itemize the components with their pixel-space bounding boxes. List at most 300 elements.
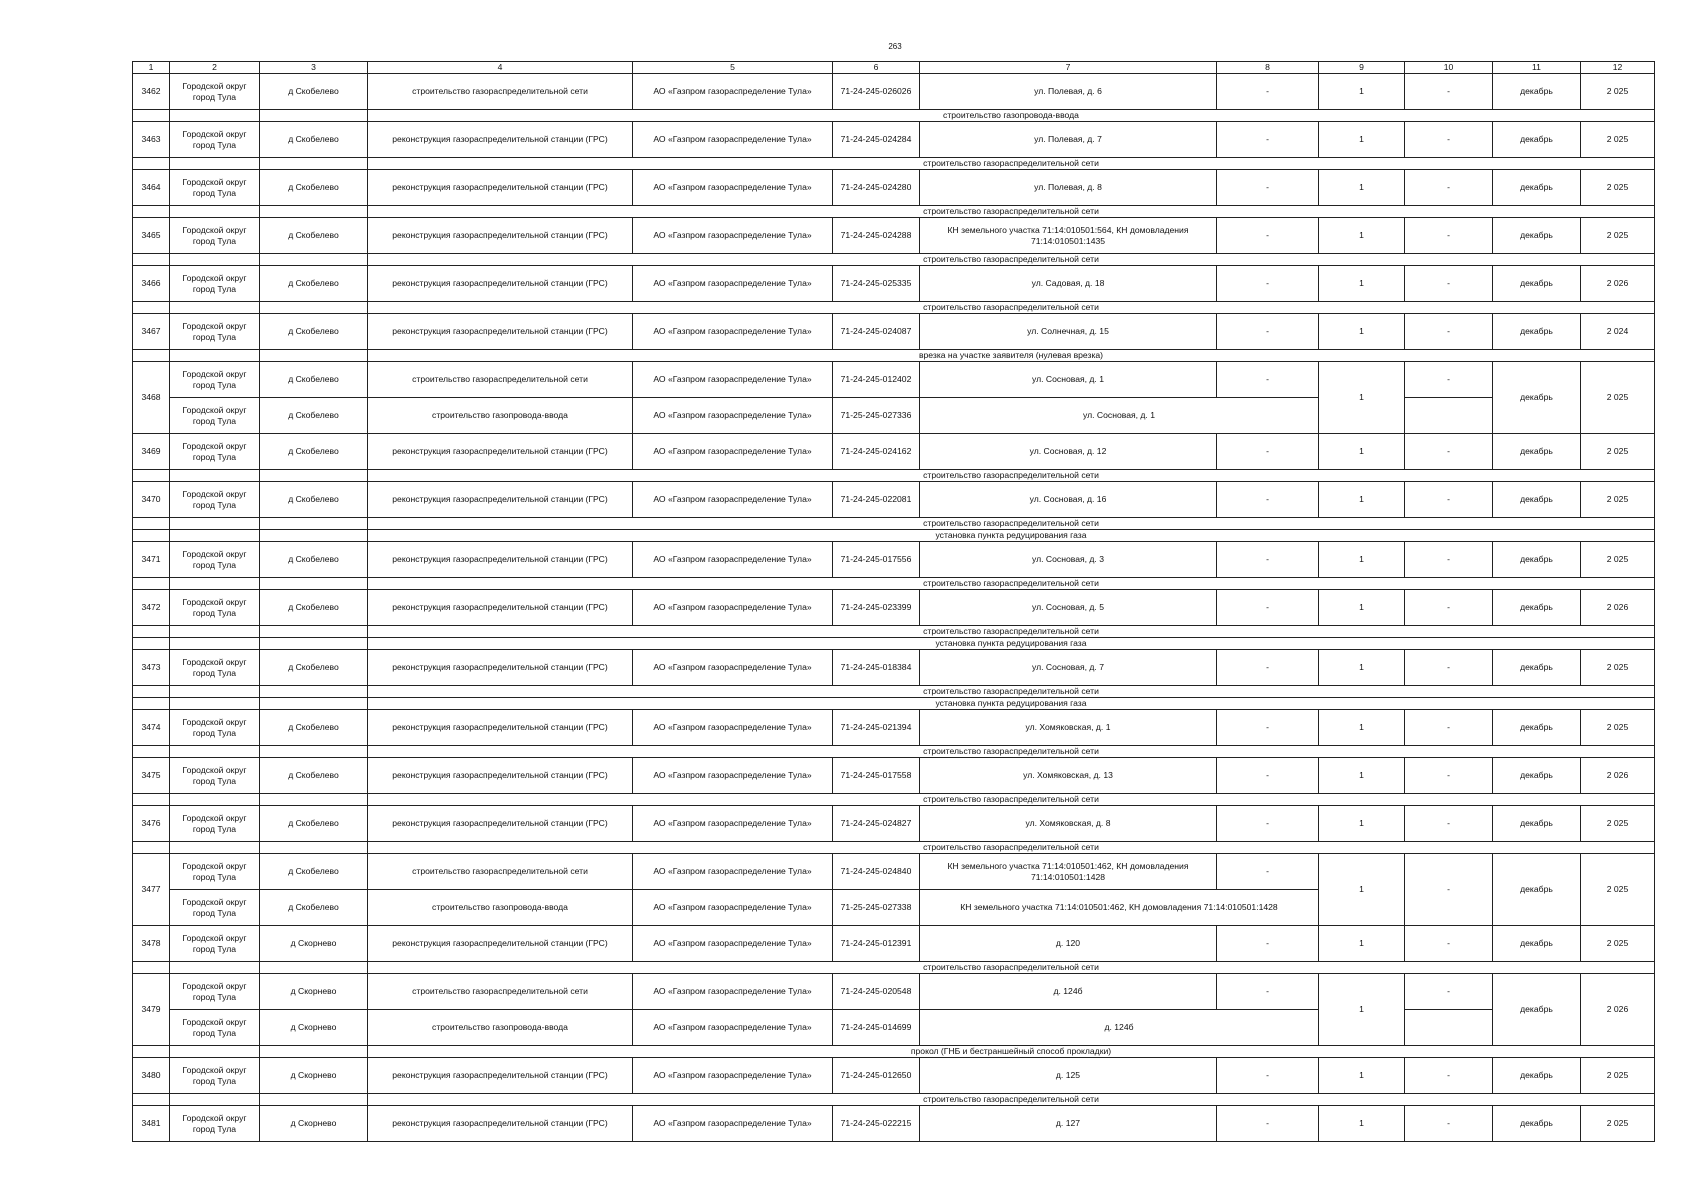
col9-cell: 1	[1319, 218, 1405, 254]
address-cell: ул. Сосновая, д. 5	[920, 590, 1217, 626]
month-cell: декабрь	[1493, 926, 1581, 962]
municipality-cell: Городской округ город Тула	[170, 314, 260, 350]
col10-cell: -	[1405, 590, 1493, 626]
col8-cell: -	[1217, 806, 1319, 842]
cell-empty	[170, 794, 260, 806]
organization-cell: АО «Газпром газораспределение Тула»	[633, 434, 833, 470]
cell-empty	[260, 110, 368, 122]
organization-cell: АО «Газпром газораспределение Тула»	[633, 266, 833, 302]
row-number: 3481	[133, 1106, 170, 1142]
row-number: 3463	[133, 122, 170, 158]
address-cell: ул. Хомяковская, д. 8	[920, 806, 1217, 842]
column-number: 11	[1493, 62, 1581, 74]
settlement-cell: д Скобелево	[260, 362, 368, 398]
work-type-cell: реконструкция газораспределительной станции (ГРС)	[368, 170, 633, 206]
cell-empty	[260, 626, 368, 638]
municipality-cell: Городской округ город Тула	[170, 122, 260, 158]
column-number: 3	[260, 62, 368, 74]
cell-empty	[133, 698, 170, 710]
cell-empty	[170, 578, 260, 590]
col10-cell: -	[1405, 1058, 1493, 1094]
note-text: строительство газораспределительной сети	[368, 206, 1655, 218]
cell-empty	[133, 638, 170, 650]
organization-cell: АО «Газпром газораспределение Тула»	[633, 122, 833, 158]
year-cell: 2 025	[1581, 854, 1655, 926]
address-cell: ул. Полевая, д. 8	[920, 170, 1217, 206]
month-cell: декабрь	[1493, 590, 1581, 626]
month-cell: декабрь	[1493, 854, 1581, 926]
col10-cell: -	[1405, 650, 1493, 686]
col9-cell: 1	[1319, 314, 1405, 350]
note-row	[133, 578, 1655, 590]
col9-cell: 1	[1319, 122, 1405, 158]
settlement-cell: д Скобелево	[260, 590, 368, 626]
work-type-cell: реконструкция газораспределительной станции (ГРС)	[368, 806, 633, 842]
col8-cell: -	[1217, 218, 1319, 254]
col10-cell: -	[1405, 1106, 1493, 1142]
settlement-cell: д Скобелево	[260, 434, 368, 470]
table-row	[133, 362, 1655, 398]
col10-cell: -	[1405, 122, 1493, 158]
cell-empty	[170, 518, 260, 530]
municipality-cell: Городской округ город Тула	[170, 74, 260, 110]
note-row	[133, 686, 1655, 698]
settlement-cell: д Скобелево	[260, 806, 368, 842]
table-row	[133, 398, 1655, 434]
settlement-cell: д Скобелево	[260, 218, 368, 254]
month-cell: декабрь	[1493, 758, 1581, 794]
table-row	[133, 434, 1655, 470]
request-code-cell: 71-24-245-026026	[833, 74, 920, 110]
note-row	[133, 962, 1655, 974]
municipality-cell: Городской округ город Тула	[170, 974, 260, 1010]
register-body	[133, 62, 1655, 1142]
year-cell: 2 025	[1581, 1106, 1655, 1142]
settlement-cell: д Скобелево	[260, 710, 368, 746]
col9-cell: 1	[1319, 926, 1405, 962]
cell-empty	[170, 530, 260, 542]
col8-cell: -	[1217, 542, 1319, 578]
cell-empty	[260, 530, 368, 542]
work-type-cell: реконструкция газораспределительной станции (ГРС)	[368, 650, 633, 686]
address-cell: ул. Хомяковская, д. 13	[920, 758, 1217, 794]
column-number: 8	[1217, 62, 1319, 74]
row-number: 3475	[133, 758, 170, 794]
organization-cell: АО «Газпром газораспределение Тула»	[633, 854, 833, 890]
organization-cell: АО «Газпром газораспределение Тула»	[633, 890, 833, 926]
request-code-cell: 71-24-245-012391	[833, 926, 920, 962]
organization-cell: АО «Газпром газораспределение Тула»	[633, 590, 833, 626]
year-cell: 2 025	[1581, 1058, 1655, 1094]
note-row	[133, 254, 1655, 266]
year-cell: 2 025	[1581, 710, 1655, 746]
cell-empty	[133, 158, 170, 170]
row-number: 3472	[133, 590, 170, 626]
work-type-cell: реконструкция газораспределительной станции (ГРС)	[368, 314, 633, 350]
request-code-cell: 71-24-245-022081	[833, 482, 920, 518]
note-row	[133, 1094, 1655, 1106]
note-text: строительство газораспределительной сети	[368, 842, 1655, 854]
work-type-cell: строительство газораспределительной сети	[368, 74, 633, 110]
address-cell: ул. Солнечная, д. 15	[920, 314, 1217, 350]
month-cell: декабрь	[1493, 362, 1581, 434]
address-cell: КН земельного участка 71:14:010501:564, КН домовладения 71:14:010501:1435	[920, 218, 1217, 254]
month-cell: декабрь	[1493, 974, 1581, 1046]
month-cell: декабрь	[1493, 434, 1581, 470]
request-code-cell: 71-24-245-021394	[833, 710, 920, 746]
note-text: установка пункта редуцирования газа	[368, 698, 1655, 710]
note-text: строительство газораспределительной сети	[368, 794, 1655, 806]
cell-empty	[170, 626, 260, 638]
address-cell: ул. Сосновая, д. 16	[920, 482, 1217, 518]
work-type-cell: строительство газопровода-ввода	[368, 1010, 633, 1046]
cell-empty	[170, 1046, 260, 1058]
request-code-cell: 71-24-245-024087	[833, 314, 920, 350]
month-cell: декабрь	[1493, 122, 1581, 158]
cell-empty	[260, 962, 368, 974]
col9-cell: 1	[1319, 806, 1405, 842]
table-row	[133, 1010, 1655, 1046]
cell-empty	[133, 206, 170, 218]
work-type-cell: реконструкция газораспределительной станции (ГРС)	[368, 542, 633, 578]
col8-cell: -	[1217, 434, 1319, 470]
col9-cell: 1	[1319, 434, 1405, 470]
note-text: врезка на участке заявителя (нулевая врезка)	[368, 350, 1655, 362]
address-cell: д. 124б	[920, 1010, 1319, 1046]
request-code-cell: 71-24-245-024280	[833, 170, 920, 206]
organization-cell: АО «Газпром газораспределение Тула»	[633, 806, 833, 842]
col10-cell	[1405, 1010, 1493, 1046]
cell-empty	[170, 746, 260, 758]
note-row	[133, 698, 1655, 710]
cell-empty	[170, 302, 260, 314]
cell-empty	[260, 518, 368, 530]
cell-empty	[260, 746, 368, 758]
organization-cell: АО «Газпром газораспределение Тула»	[633, 1058, 833, 1094]
settlement-cell: д Скорнево	[260, 1058, 368, 1094]
request-code-cell: 71-25-245-027336	[833, 398, 920, 434]
col9-cell: 1	[1319, 758, 1405, 794]
cell-empty	[260, 254, 368, 266]
organization-cell: АО «Газпром газораспределение Тула»	[633, 542, 833, 578]
address-cell: ул. Сосновая, д. 7	[920, 650, 1217, 686]
month-cell: декабрь	[1493, 218, 1581, 254]
address-cell: ул. Садовая, д. 18	[920, 266, 1217, 302]
cell-empty	[133, 530, 170, 542]
year-cell: 2 025	[1581, 434, 1655, 470]
settlement-cell: д Скобелево	[260, 398, 368, 434]
note-text: строительство газораспределительной сети	[368, 254, 1655, 266]
note-row	[133, 746, 1655, 758]
cell-empty	[133, 1094, 170, 1106]
row-number: 3467	[133, 314, 170, 350]
table-row	[133, 854, 1655, 890]
col8-cell: -	[1217, 1106, 1319, 1142]
request-code-cell: 71-24-245-014699	[833, 1010, 920, 1046]
cell-empty	[133, 578, 170, 590]
col9-cell: 1	[1319, 74, 1405, 110]
work-type-cell: реконструкция газораспределительной станции (ГРС)	[368, 482, 633, 518]
request-code-cell: 71-24-245-024162	[833, 434, 920, 470]
settlement-cell: д Скобелево	[260, 482, 368, 518]
municipality-cell: Городской округ город Тула	[170, 890, 260, 926]
request-code-cell: 71-24-245-023399	[833, 590, 920, 626]
address-cell: ул. Сосновая, д. 1	[920, 398, 1319, 434]
cell-empty	[133, 794, 170, 806]
row-number: 3469	[133, 434, 170, 470]
row-number: 3466	[133, 266, 170, 302]
col8-cell: -	[1217, 482, 1319, 518]
organization-cell: АО «Газпром газораспределение Тула»	[633, 710, 833, 746]
settlement-cell: д Скобелево	[260, 170, 368, 206]
col10-cell: -	[1405, 218, 1493, 254]
table-row	[133, 170, 1655, 206]
row-number: 3470	[133, 482, 170, 518]
note-row	[133, 206, 1655, 218]
address-cell: д. 127	[920, 1106, 1217, 1142]
year-cell: 2 026	[1581, 758, 1655, 794]
organization-cell: АО «Газпром газораспределение Тула»	[633, 650, 833, 686]
note-row	[133, 530, 1655, 542]
note-text: установка пункта редуцирования газа	[368, 638, 1655, 650]
col10-cell: -	[1405, 926, 1493, 962]
organization-cell: АО «Газпром газораспределение Тула»	[633, 170, 833, 206]
column-number: 12	[1581, 62, 1655, 74]
municipality-cell: Городской округ город Тула	[170, 710, 260, 746]
cell-empty	[170, 962, 260, 974]
col10-cell: -	[1405, 542, 1493, 578]
note-text: строительство газораспределительной сети	[368, 302, 1655, 314]
organization-cell: АО «Газпром газораспределение Тула»	[633, 398, 833, 434]
month-cell: декабрь	[1493, 710, 1581, 746]
municipality-cell: Городской округ город Тула	[170, 1106, 260, 1142]
col9-cell: 1	[1319, 590, 1405, 626]
note-text: строительство газораспределительной сети	[368, 1094, 1655, 1106]
note-row	[133, 794, 1655, 806]
column-number-row	[133, 62, 1655, 74]
table-row	[133, 710, 1655, 746]
col9-cell: 1	[1319, 710, 1405, 746]
settlement-cell: д Скобелево	[260, 854, 368, 890]
address-cell: д. 125	[920, 1058, 1217, 1094]
column-number: 6	[833, 62, 920, 74]
month-cell: декабрь	[1493, 482, 1581, 518]
work-type-cell: строительство газопровода-ввода	[368, 890, 633, 926]
cell-empty	[260, 578, 368, 590]
municipality-cell: Городской округ город Тула	[170, 398, 260, 434]
cell-empty	[133, 1046, 170, 1058]
col10-cell: -	[1405, 74, 1493, 110]
year-cell: 2 025	[1581, 170, 1655, 206]
month-cell: декабрь	[1493, 170, 1581, 206]
col9-cell: 1	[1319, 362, 1405, 434]
month-cell: декабрь	[1493, 314, 1581, 350]
col8-cell: -	[1217, 266, 1319, 302]
cell-empty	[260, 206, 368, 218]
column-number: 1	[133, 62, 170, 74]
col10-cell: -	[1405, 710, 1493, 746]
cell-empty	[133, 962, 170, 974]
month-cell: декабрь	[1493, 542, 1581, 578]
year-cell: 2 025	[1581, 542, 1655, 578]
cell-empty	[260, 842, 368, 854]
table-row	[133, 314, 1655, 350]
note-text: строительство газораспределительной сети	[368, 686, 1655, 698]
table-row	[133, 482, 1655, 518]
col10-cell: -	[1405, 314, 1493, 350]
note-row	[133, 1046, 1655, 1058]
address-cell: КН земельного участка 71:14:010501:462, КН домовладения 71:14:010501:1428	[920, 890, 1319, 926]
request-code-cell: 71-24-245-018384	[833, 650, 920, 686]
cell-empty	[170, 470, 260, 482]
note-text: строительство газораспределительной сети	[368, 578, 1655, 590]
note-text: строительство газопровода-ввода	[368, 110, 1655, 122]
note-row	[133, 470, 1655, 482]
year-cell: 2 025	[1581, 122, 1655, 158]
year-cell: 2 025	[1581, 650, 1655, 686]
settlement-cell: д Скобелево	[260, 890, 368, 926]
work-type-cell: реконструкция газораспределительной станции (ГРС)	[368, 710, 633, 746]
col10-cell: -	[1405, 806, 1493, 842]
row-number: 3473	[133, 650, 170, 686]
note-row	[133, 842, 1655, 854]
page-number: 263	[888, 42, 902, 51]
note-row	[133, 638, 1655, 650]
request-code-cell: 71-24-245-012650	[833, 1058, 920, 1094]
work-type-cell: строительство газораспределительной сети	[368, 854, 633, 890]
address-cell: ул. Полевая, д. 7	[920, 122, 1217, 158]
municipality-cell: Городской округ город Тула	[170, 1010, 260, 1046]
organization-cell: АО «Газпром газораспределение Тула»	[633, 1106, 833, 1142]
row-number: 3471	[133, 542, 170, 578]
col8-cell: -	[1217, 1058, 1319, 1094]
organization-cell: АО «Газпром газораспределение Тула»	[633, 314, 833, 350]
year-cell: 2 025	[1581, 806, 1655, 842]
note-row	[133, 518, 1655, 530]
month-cell: декабрь	[1493, 74, 1581, 110]
col8-cell: -	[1217, 926, 1319, 962]
year-cell: 2 024	[1581, 314, 1655, 350]
request-code-cell: 71-24-245-017558	[833, 758, 920, 794]
row-number: 3479	[133, 974, 170, 1046]
cell-empty	[260, 158, 368, 170]
note-text: строительство газораспределительной сети	[368, 518, 1655, 530]
year-cell: 2 025	[1581, 218, 1655, 254]
note-text: строительство газораспределительной сети	[368, 962, 1655, 974]
note-row	[133, 158, 1655, 170]
col10-cell: -	[1405, 266, 1493, 302]
settlement-cell: д Скобелево	[260, 758, 368, 794]
cell-empty	[133, 746, 170, 758]
settlement-cell: д Скобелево	[260, 266, 368, 302]
work-type-cell: реконструкция газораспределительной станции (ГРС)	[368, 122, 633, 158]
work-type-cell: реконструкция газораспределительной станции (ГРС)	[368, 926, 633, 962]
cell-empty	[133, 842, 170, 854]
table-row	[133, 974, 1655, 1010]
settlement-cell: д Скобелево	[260, 122, 368, 158]
col10-cell: -	[1405, 758, 1493, 794]
month-cell: декабрь	[1493, 650, 1581, 686]
note-text: прокол (ГНБ и бестраншейный способ прокладки)	[368, 1046, 1655, 1058]
month-cell: декабрь	[1493, 1058, 1581, 1094]
request-code-cell: 71-24-245-025335	[833, 266, 920, 302]
col9-cell: 1	[1319, 266, 1405, 302]
municipality-cell: Городской округ город Тула	[170, 758, 260, 794]
cell-empty	[133, 254, 170, 266]
col8-cell: -	[1217, 362, 1319, 398]
work-type-cell: строительство газораспределительной сети	[368, 362, 633, 398]
municipality-cell: Городской округ город Тула	[170, 542, 260, 578]
cell-empty	[170, 158, 260, 170]
column-number: 4	[368, 62, 633, 74]
cell-empty	[170, 254, 260, 266]
work-type-cell: реконструкция газораспределительной станции (ГРС)	[368, 590, 633, 626]
row-number: 3477	[133, 854, 170, 926]
month-cell: декабрь	[1493, 806, 1581, 842]
row-number: 3464	[133, 170, 170, 206]
col8-cell: -	[1217, 314, 1319, 350]
cell-empty	[260, 698, 368, 710]
settlement-cell: д Скорнево	[260, 926, 368, 962]
table-row	[133, 758, 1655, 794]
work-type-cell: реконструкция газораспределительной станции (ГРС)	[368, 1106, 633, 1142]
cell-empty	[133, 350, 170, 362]
work-type-cell: реконструкция газораспределительной станции (ГРС)	[368, 266, 633, 302]
col9-cell: 1	[1319, 974, 1405, 1046]
column-number: 10	[1405, 62, 1493, 74]
month-cell: декабрь	[1493, 1106, 1581, 1142]
cell-empty	[260, 470, 368, 482]
table-row	[133, 542, 1655, 578]
col9-cell: 1	[1319, 650, 1405, 686]
organization-cell: АО «Газпром газораспределение Тула»	[633, 974, 833, 1010]
table-row	[133, 74, 1655, 110]
col8-cell: -	[1217, 650, 1319, 686]
column-number: 5	[633, 62, 833, 74]
settlement-cell: д Скорнево	[260, 1010, 368, 1046]
table-row	[133, 1058, 1655, 1094]
cell-empty	[170, 206, 260, 218]
cell-empty	[170, 842, 260, 854]
row-number: 3474	[133, 710, 170, 746]
municipality-cell: Городской округ город Тула	[170, 926, 260, 962]
municipality-cell: Городской округ город Тула	[170, 266, 260, 302]
col8-cell: -	[1217, 170, 1319, 206]
col9-cell: 1	[1319, 854, 1405, 926]
table-row	[133, 926, 1655, 962]
organization-cell: АО «Газпром газораспределение Тула»	[633, 758, 833, 794]
row-number: 3468	[133, 362, 170, 434]
col10-cell: -	[1405, 482, 1493, 518]
settlement-cell: д Скобелево	[260, 650, 368, 686]
note-text: строительство газораспределительной сети	[368, 746, 1655, 758]
request-code-cell: 71-24-245-022215	[833, 1106, 920, 1142]
month-cell: декабрь	[1493, 266, 1581, 302]
request-code-cell: 71-24-245-024288	[833, 218, 920, 254]
work-type-cell: строительство газопровода-ввода	[368, 398, 633, 434]
request-code-cell: 71-24-245-017556	[833, 542, 920, 578]
col8-cell: -	[1217, 590, 1319, 626]
cell-empty	[170, 638, 260, 650]
settlement-cell: д Скобелево	[260, 314, 368, 350]
col10-cell: -	[1405, 362, 1493, 398]
note-text: установка пункта редуцирования газа	[368, 530, 1655, 542]
organization-cell: АО «Газпром газораспределение Тула»	[633, 482, 833, 518]
municipality-cell: Городской округ город Тула	[170, 854, 260, 890]
municipality-cell: Городской округ город Тула	[170, 1058, 260, 1094]
row-number: 3462	[133, 74, 170, 110]
column-number: 2	[170, 62, 260, 74]
